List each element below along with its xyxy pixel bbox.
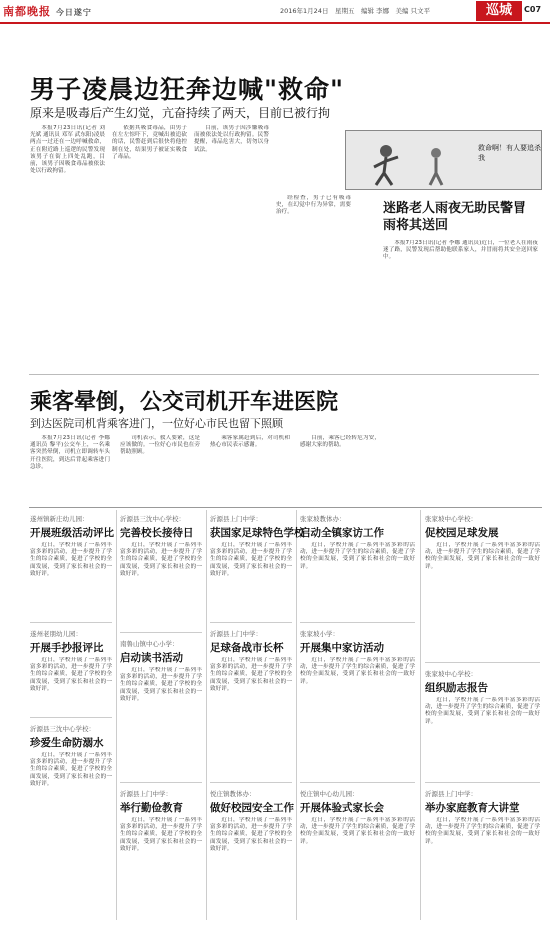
brief-headline: 开展班级活动评比: [30, 527, 114, 539]
brief-tag: 沂源县三沈中心学校：: [30, 725, 95, 733]
second-column-3: 乘客家属赶到后，对司机和热心市民表示感谢。: [210, 435, 290, 449]
brief-headline: 开展集中家访活动: [300, 642, 384, 654]
brief-headline: 启动读书活动: [120, 652, 183, 664]
brief-separator: [30, 622, 112, 623]
brief-tag: 沂源县上门中学：: [210, 515, 262, 523]
speech-bubble: 救命啊！有人要追杀我: [478, 144, 541, 162]
brief-body: 近日，学校开展了一系列丰富多彩的活动，进一步提升了学生的综合素质，促进了学校的全面发展，受到了家长和社会的一致好评。: [30, 542, 112, 577]
section-badge: 巡城: [476, 1, 522, 21]
second-subhead: 到达医院司机背乘客进门，一位好心市民也留下照顾: [30, 417, 283, 430]
brief-body: 近日，学校开展了一系列丰富多彩的活动，进一步提升了学生的综合素质，促进了学校的全面发展，受到了家长和社会的一致好评。: [120, 667, 202, 702]
brief-separator: [120, 782, 202, 783]
brief-tag: 张家坡教体办：: [300, 515, 346, 523]
lead-photo: [345, 130, 542, 190]
newspaper-logo: 南都晚报 今日遂宁: [3, 5, 92, 18]
brief-headline: 珍爱生命防溺水: [30, 737, 104, 749]
brief-body: 近日，学校开展了一系列丰富多彩的活动，进一步提升了学生的综合素质，促进了学校的全面发展，受到了家长和社会的一致好评。: [120, 542, 202, 577]
brief-separator: [120, 632, 202, 633]
briefs-divider: [206, 510, 207, 920]
brief-tag: 悦庄镇教体办：: [210, 790, 256, 798]
brief-tag: 悦庄镇中心幼儿园：: [300, 790, 359, 798]
brief-tag: 张家坡小学：: [300, 630, 339, 638]
briefs-divider: [116, 510, 117, 920]
brief-tag: 张家坡中心学校：: [425, 515, 477, 523]
page-number: C07: [524, 5, 542, 14]
brief-headline: 完善校长接待日: [120, 527, 194, 539]
brief-body: 近日，学校开展了一系列丰富多彩的活动，进一步提升了学生的综合素质，促进了学校的全面发展，受到了家长和社会的一致好评。: [300, 657, 415, 685]
brief-body: 近日，学校开展了一系列丰富多彩的活动，进一步提升了学生的综合素质，促进了学校的全面发展，受到了家长和社会的一致好评。: [30, 657, 112, 692]
brief-tag: 遂州老朋幼儿园：: [30, 630, 82, 638]
briefs-divider: [296, 510, 297, 920]
brief-tag: 张家坡中心学校：: [425, 670, 477, 678]
lead-subhead: 原来是吸毒后产生幻觉，亢奋持续了两天，目前已被行拘: [30, 106, 331, 120]
brief-body: 近日，学校开展了一系列丰富多彩的活动，进一步提升了学生的综合素质，促进了学校的全面发展，受到了家长和社会的一致好评。: [120, 817, 202, 852]
second-column-2: 司机表示，救人要紧，这是应该做的。一位好心市民也在旁帮助照顾。: [120, 435, 200, 456]
briefs-top-rule: [29, 507, 542, 508]
lead-headline: 男子凌晨边狂奔边喊"救命": [30, 75, 345, 104]
sidebar-body: 本报7月23日讯(记者 李娜 通讯员)近日，一位老人在雨夜迷了路，民警发现后帮助他联系家人，并冒雨将其安全送回家中。: [383, 240, 538, 261]
lead-column-1: 本报7月23日讯(记者 刘光斌 通讯员 邓军 武东阳)凌晨两点一过还在一边呼喊救命，正在附近路上巡逻的民警发现该男子在街上四处乱跑，目前，该男子因吸食毒品被依法处以行政拘留。: [30, 125, 105, 175]
brief-body: 近日，学校开展了一系列丰富多彩的活动，进一步提升了学生的综合素质，促进了学校的全面发展，受到了家长和社会的一致好评。: [425, 817, 540, 845]
brief-body: 近日，学校开展了一系列丰富多彩的活动，进一步提升了学生的综合素质，促进了学校的全面发展，受到了家长和社会的一致好评。: [425, 697, 540, 725]
brief-headline: 获国家足球特色学校: [210, 527, 305, 539]
lead-column-2: 依据其吸食毒品，由男子在左左惊吓下，竟喊出被追砍的话，民警赶到后很快将他控制在处，结果男子被证实吸食了毒品。: [112, 125, 187, 160]
brief-headline: 开展体验式家长会: [300, 802, 384, 814]
brief-body: 近日，学校开展了一系列丰富多彩的活动，进一步提升了学生的综合素质，促进了学校的全面发展，受到了家长和社会的一致好评。: [210, 542, 292, 577]
brief-separator: [30, 717, 112, 718]
brief-headline: 足球备战市长杯: [210, 642, 284, 654]
brief-separator: [210, 622, 292, 623]
brief-body: 近日，学校开展了一系列丰富多彩的活动，进一步提升了学生的综合素质，促进了学校的全面发展，受到了家长和社会的一致好评。: [210, 657, 292, 692]
brief-separator: [300, 622, 415, 623]
brief-tag: 沂源县上门中学：: [120, 790, 172, 798]
brief-body: 近日，学校开展了一系列丰富多彩的活动，进一步提升了学生的综合素质，促进了学校的全面发展，受到了家长和社会的一致好评。: [30, 752, 112, 787]
brief-tag: 南鲁山镇中心小学：: [120, 640, 179, 648]
brief-body: 近日，学校开展了一系列丰富多彩的活动，进一步提升了学生的综合素质，促进了学校的全面发展，受到了家长和社会的一致好评。: [425, 542, 540, 570]
brief-headline: 启动全镇家访工作: [300, 527, 384, 539]
dateline: 2016年1月24日 星期五 编辑 李娜 美编 只文平: [280, 7, 431, 15]
brief-headline: 做好校园安全工作: [210, 802, 294, 814]
sidebar-headline: 迷路老人雨夜无助民警冒雨将其送回: [383, 201, 527, 233]
brief-headline: 组织励志报告: [425, 682, 488, 694]
top-rule: [0, 22, 550, 24]
briefs-divider: [420, 510, 421, 920]
section-divider: [29, 374, 539, 375]
brief-separator: [425, 782, 540, 783]
lead-column-3: 目前，该男子因涉嫌吸毒而被依法处以行政拘留。民警提醒，毒品危害大，切勿以身试法。: [194, 125, 269, 153]
brief-separator: [210, 782, 292, 783]
brief-body: 近日，学校开展了一系列丰富多彩的活动，进一步提升了学生的综合素质，促进了学校的全面发展，受到了家长和社会的一致好评。: [300, 817, 415, 845]
brief-separator: [300, 782, 415, 783]
brief-tag: 沂源县上门中学：: [210, 630, 262, 638]
brief-tag: 沂源县上门中学：: [425, 790, 477, 798]
second-column-4: 目前，乘客已经转危为安，感谢大家的帮助。: [300, 435, 380, 449]
brief-headline: 促校园足球发展: [425, 527, 499, 539]
lead-column-4: 经检查，男子已有吸毒史，在幻觉中行为异常，需要治疗。: [276, 195, 351, 216]
brief-headline: 举行勤俭教育: [120, 802, 183, 814]
brief-tag: 沂源县三沈中心学校：: [120, 515, 185, 523]
brief-tag: 遂州镇新庄幼儿园：: [30, 515, 89, 523]
brief-headline: 举办家庭教育大讲堂: [425, 802, 520, 814]
brief-separator: [425, 662, 540, 663]
second-headline: 乘客晕倒，公交司机开车进医院: [30, 389, 339, 415]
brief-body: 近日，学校开展了一系列丰富多彩的活动，进一步提升了学生的综合素质，促进了学校的全面发展，受到了家长和社会的一致好评。: [210, 817, 292, 852]
brief-headline: 开展手抄报评比: [30, 642, 104, 654]
brief-body: 近日，学校开展了一系列丰富多彩的活动，进一步提升了学生的综合素质，促进了学校的全面发展，受到了家长和社会的一致好评。: [300, 542, 415, 570]
running-man-illustration: [356, 139, 476, 187]
masthead: [0, 0, 550, 22]
second-column-1: 本报7月23日讯(记者 李娜 通讯员 黎平)公交车上，一名乘客突然晕倒，司机立即调转车头开往医院，到达后背起乘客进门急诊。: [30, 435, 110, 470]
